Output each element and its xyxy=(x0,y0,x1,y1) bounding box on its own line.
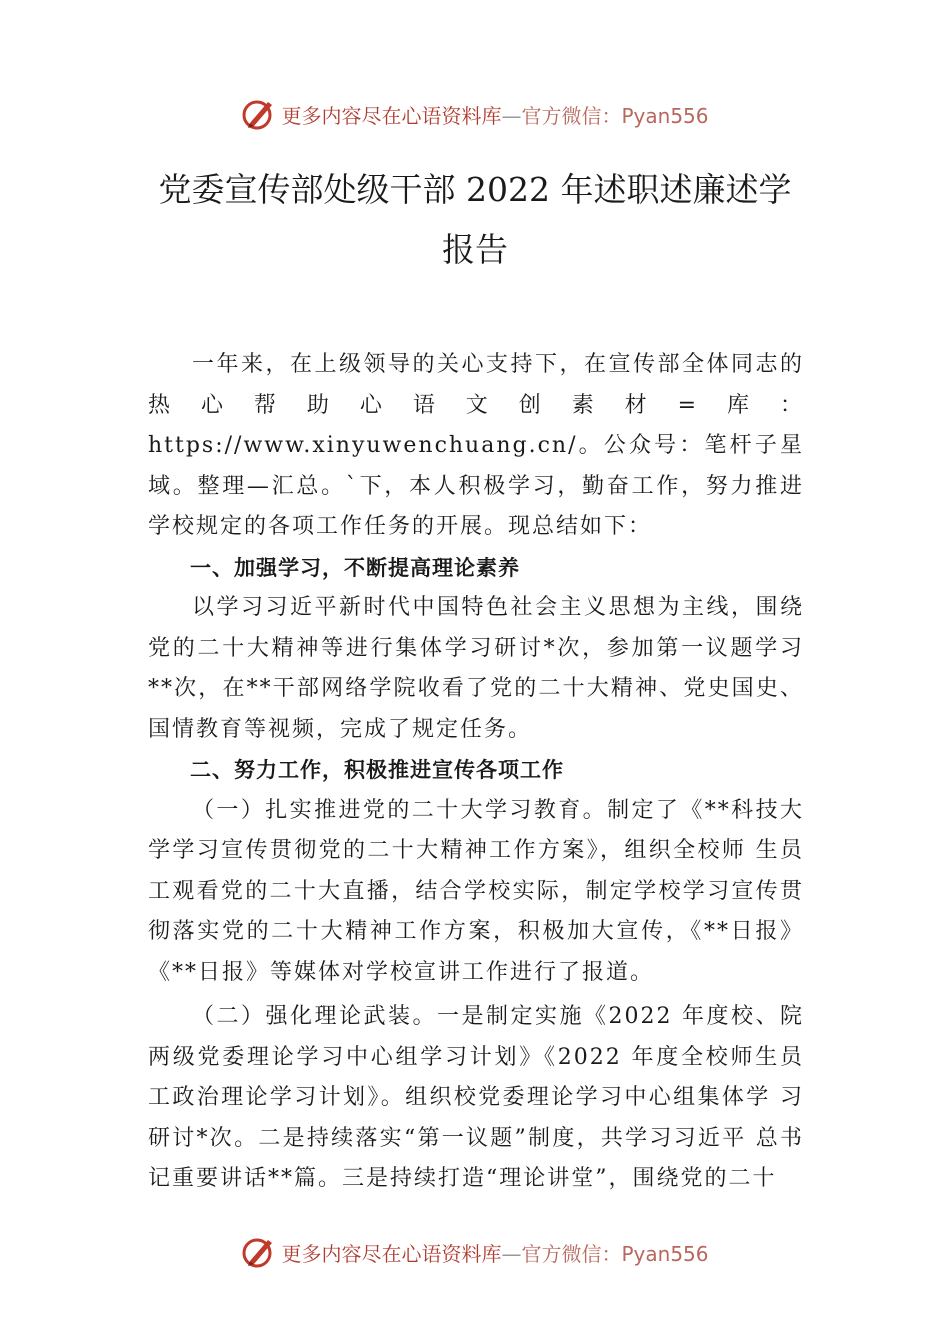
header-watermark-banner xyxy=(0,94,950,134)
banner-lead: 更多内容尽在心语资料库 xyxy=(281,103,502,128)
document-body xyxy=(148,345,804,1200)
body-paragraph: 一年来，在上级领导的关心支持下，在宣传部全体同志的热心帮助心语文创素材=库：https://www.xinyuwenchuang.cn/。公众号：笔杆子星域。整理—汇总。`下，本人积极学习，勤奋工作，努力推进学校规定的各项工作任务的开展。现总结如下： xyxy=(148,352,804,539)
banner-wechat-label: 官方微信： xyxy=(521,103,622,128)
banner-lead: 更多内容尽在心语资料库 xyxy=(281,1241,502,1266)
section-heading: 一、加强学习，不断提高理论素养 xyxy=(190,555,520,580)
banner-separator: — xyxy=(501,103,522,128)
body-paragraph: （一）扎实推进党的二十大学习教育。制定了《**科技大学学习宣传贯彻党的二十大精神工作方案》，组织全校师 生员工观看党的二十大直播，结合学校实际，制定学校学习宣传贯彻落实党的二十大精神工作方案，积极加大宣传，《**日报》《**日报》等媒体对学校宣讲工作进行了报道。 xyxy=(148,797,804,985)
banner-account: Pyan556 xyxy=(621,1241,709,1266)
pen-logo-icon xyxy=(241,1234,277,1270)
banner-text xyxy=(281,1238,708,1267)
pen-logo-icon xyxy=(241,96,277,132)
banner-text xyxy=(281,100,708,129)
banner-separator: — xyxy=(501,1241,522,1266)
banner-account: Pyan556 xyxy=(621,103,709,128)
document-title: 党委宣传部处级干部 2022 年述职述廉述学报告 xyxy=(158,170,792,269)
section-heading: 二、努力工作，积极推进宣传各项工作 xyxy=(190,758,564,782)
body-paragraph: （二）强化理论武装。一是制定实施《2022 年度校、院两级党委理论学习中心组学习计划》《2022 年度全校师生员工政治理论学习计划》。组织校党委理论学习中心组集体学 习研讨*次。二是持续落实“第一议题”制度，共学习习近平 总书记重要讲话**篇。三是持续打造“理论讲堂”，围绕党的二十 xyxy=(148,1004,804,1191)
footer-watermark-banner xyxy=(0,1232,950,1272)
body-paragraph: 以学习习近平新时代中国特色社会主义思想为主线，围绕党的二十大精神等进行集体学习研讨*次，参加第一议题学习**次，在**干部网络学院收看了党的二十大精神、党史国史、国情教育等视频，完成了规定任务。 xyxy=(148,595,804,742)
banner-wechat-label: 官方微信： xyxy=(521,1241,622,1266)
